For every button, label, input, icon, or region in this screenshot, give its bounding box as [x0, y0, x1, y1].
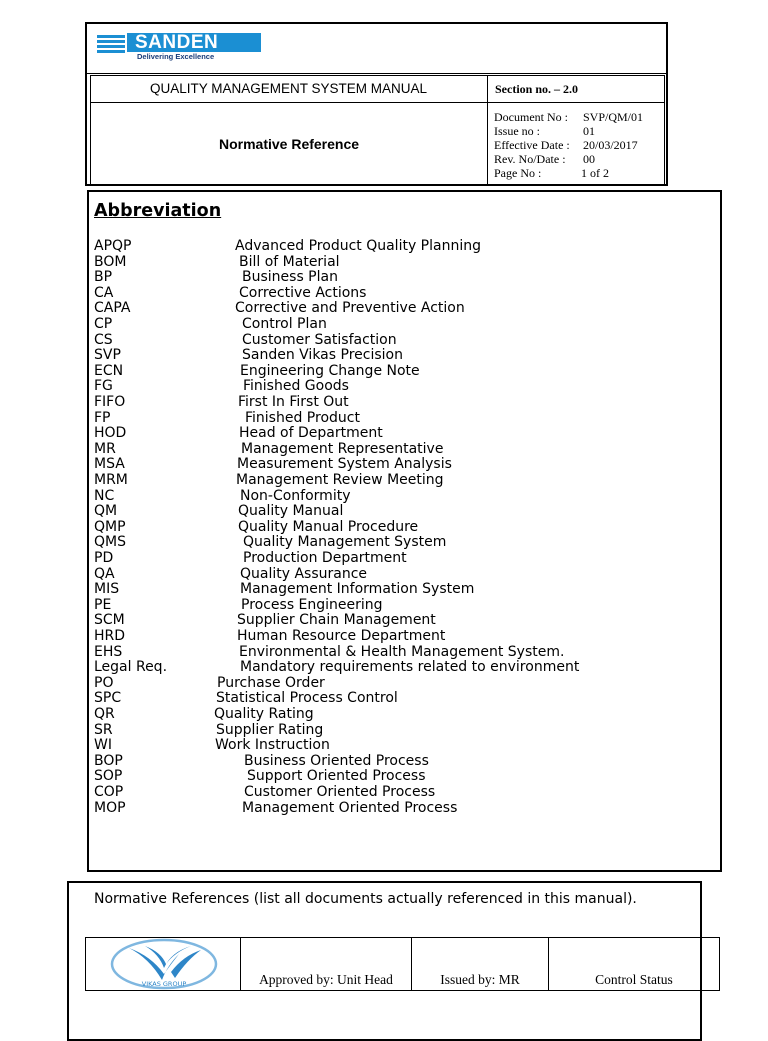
issue-no-line	[494, 124, 595, 138]
document-no-value: SVP/QM/01	[583, 110, 644, 124]
abbreviation-definition: Statistical Process Control	[216, 690, 398, 707]
abbreviation-code: FP	[94, 409, 111, 426]
abbreviation-definition: Management Representative	[241, 440, 444, 457]
abbreviation-definition: Finished Goods	[243, 378, 349, 395]
abbreviation-code: QA	[94, 565, 115, 582]
abbreviation-definition: Management Review Meeting	[236, 472, 444, 488]
manual-title: QUALITY MANAGEMENT SYSTEM MANUAL	[149, 81, 428, 96]
abbreviation-definition: Non-Conformity	[240, 487, 351, 504]
issued-by-label: Issued by: MR	[440, 972, 520, 987]
document-info-cell	[488, 103, 665, 186]
approval-table	[85, 937, 721, 991]
abbreviation-definition: Quality Management System	[243, 534, 447, 551]
abbreviation-definition: Customer Oriented Process	[244, 784, 436, 800]
abbreviation-definition: Management Information System	[240, 581, 475, 598]
normative-references-text: Normative References (list all documents actually referenced in this manual).	[94, 891, 637, 907]
sanden-logo-tagline: Delivering Excellence	[137, 52, 215, 61]
abbreviation-definition: Business Plan	[242, 269, 338, 286]
sanden-logo-text: SANDEN	[135, 32, 219, 53]
abbreviation-code: SOP	[94, 768, 123, 785]
sanden-logo	[97, 33, 262, 61]
abbreviation-code: PD	[94, 550, 114, 566]
section-number: Section no. – 2.0	[495, 82, 579, 96]
issue-no-value: 01	[583, 124, 595, 138]
abbreviation-code: CA	[94, 284, 114, 301]
abbreviation-code: QMP	[94, 518, 126, 535]
abbreviation-code: BP	[94, 269, 113, 286]
abbreviation-definition: First In First Out	[238, 394, 349, 410]
abbreviation-code: HRD	[94, 628, 126, 644]
abbreviation-code: MSA	[94, 456, 125, 473]
abbreviation-definition: Environmental & Health Management System.	[239, 643, 565, 660]
abbreviation-definition: Control Plan	[242, 316, 327, 332]
approved-by-label: Approved by: Unit Head	[259, 972, 393, 987]
abbreviation-code: NC	[94, 487, 115, 504]
document-header	[85, 22, 668, 186]
section-cell	[488, 75, 665, 103]
abbreviation-code: QMS	[94, 534, 126, 551]
abbreviation-definition: Corrective and Preventive Action	[235, 300, 465, 317]
subject-cell	[90, 103, 488, 186]
abbreviation-definition: Supplier Rating	[216, 721, 324, 738]
abbreviation-code: PE	[94, 596, 112, 613]
manual-title-cell	[90, 75, 488, 103]
abbreviation-code: PO	[94, 674, 114, 691]
abbreviation-definition: Engineering Change Note	[240, 362, 420, 379]
revision-value: 00	[583, 152, 595, 166]
vikas-logo-text: VIKAS GROUP	[141, 980, 187, 988]
abbreviation-code: ECN	[94, 362, 124, 379]
abbreviation-section	[87, 190, 722, 872]
abbreviation-definition: Quality Assurance	[240, 565, 368, 582]
abbreviation-code: Legal Req.	[94, 659, 168, 676]
sanden-logo-stripes-icon	[97, 35, 125, 53]
abbreviation-definition: Purchase Order	[217, 674, 325, 691]
abbreviation-code: CS	[94, 331, 113, 348]
abbreviation-code: CAPA	[94, 300, 131, 317]
abbreviation-definition: Support Oriented Process	[247, 768, 426, 785]
abbreviation-code: HOD	[94, 425, 127, 442]
abbreviation-code: MR	[94, 440, 116, 457]
abbreviation-code: QM	[94, 503, 118, 520]
abbreviation-definition: Quality Manual Procedure	[238, 518, 419, 535]
control-status-label: Control Status	[595, 972, 673, 987]
effective-date-label: Effective Date :	[494, 138, 570, 152]
revision-line	[494, 152, 595, 166]
abbreviation-definition: Human Resource Department	[237, 628, 446, 644]
page-no-value: 1 of 2	[581, 166, 609, 180]
abbreviation-definition: Quality Manual	[238, 503, 344, 520]
document-no-line	[494, 110, 644, 124]
abbreviation-definition: Bill of Material	[239, 253, 340, 270]
abbreviation-code: FIFO	[94, 394, 126, 410]
abbreviation-code: MIS	[94, 581, 120, 598]
abbreviation-definition: Management Oriented Process	[242, 799, 458, 816]
abbreviation-definition: Work Instruction	[215, 737, 330, 754]
control-status-cell	[548, 937, 720, 991]
abbreviation-definition: Process Engineering	[241, 596, 383, 613]
abbreviation-code: APQP	[94, 238, 132, 254]
logo-row	[87, 24, 666, 74]
abbreviation-code: BOP	[94, 752, 123, 769]
abbreviation-definition: Corrective Actions	[239, 284, 367, 301]
abbreviation-code: WI	[94, 737, 112, 754]
abbreviation-definition: Production Department	[243, 550, 407, 566]
subject-title: Normative Reference	[218, 136, 360, 152]
abbreviation-code: MRM	[94, 472, 128, 488]
abbreviation-code: EHS	[94, 643, 123, 660]
abbreviation-code: QR	[94, 706, 115, 722]
abbreviation-definition: Customer Satisfaction	[242, 331, 397, 348]
issue-no-label: Issue no :	[494, 124, 540, 138]
abbreviation-code: SVP	[94, 347, 121, 364]
abbreviation-definition: Measurement System Analysis	[237, 456, 452, 473]
approved-by-cell	[240, 937, 412, 991]
issued-by-cell	[411, 937, 549, 991]
abbreviation-code: SCM	[94, 612, 125, 629]
abbreviation-definition: Supplier Chain Management	[237, 612, 436, 629]
abbreviation-definition: Advanced Product Quality Planning	[235, 238, 481, 254]
abbreviation-definition: Quality Rating	[214, 706, 314, 722]
abbreviation-code: SPC	[94, 690, 122, 707]
abbreviation-definition: Sanden Vikas Precision	[242, 347, 403, 364]
vikas-group-logo-icon	[109, 938, 219, 990]
abbreviation-heading: Abbreviation	[94, 201, 222, 221]
abbreviation-code: MOP	[94, 799, 126, 816]
vikas-logo-cell	[85, 937, 241, 991]
abbreviation-definition: Finished Product	[245, 409, 360, 426]
abbreviation-code: CP	[94, 316, 113, 332]
abbreviation-definition: Mandatory requirements related to environment	[240, 659, 580, 676]
abbreviation-definition: Head of Department	[239, 425, 383, 442]
effective-date-line	[494, 138, 638, 152]
abbreviation-code: COP	[94, 784, 124, 800]
effective-date-value: 20/03/2017	[583, 138, 638, 152]
abbreviation-code: BOM	[94, 253, 127, 270]
page-no-line	[494, 166, 609, 180]
abbreviation-code: SR	[94, 721, 113, 738]
document-no-label: Document No :	[494, 110, 568, 124]
abbreviation-code: FG	[94, 378, 113, 395]
page-no-label: Page No :	[494, 166, 542, 180]
revision-label: Rev. No/Date :	[494, 152, 566, 166]
abbreviation-definition: Business Oriented Process	[244, 752, 429, 769]
